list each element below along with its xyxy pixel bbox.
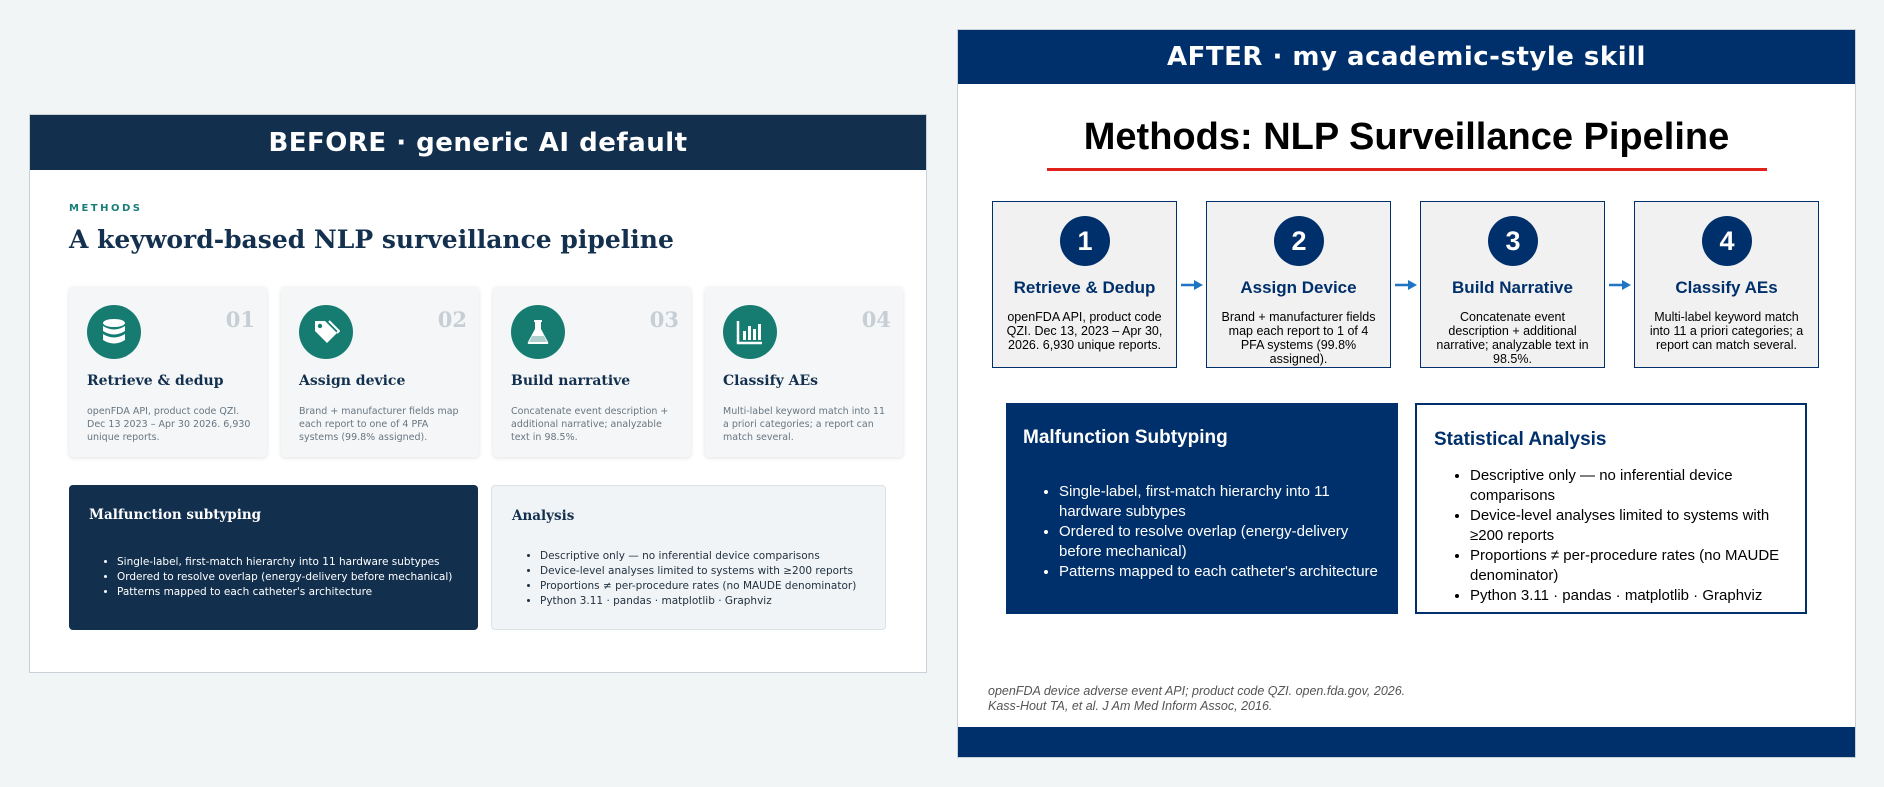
before-title: A keyword-based NLP surveillance pipeline	[69, 225, 674, 254]
step-number: 3	[1488, 216, 1538, 266]
before-panel	[29, 114, 927, 673]
list-item: • Patterns mapped to each catheter's architecture	[117, 585, 468, 600]
before-header: BEFORE · generic AI default	[30, 115, 926, 170]
bullet-list	[117, 555, 468, 600]
list-item: • Device-level analyses limited to systems with ≥200 reports	[540, 564, 875, 579]
list-item: • Patterns mapped to each catheter's architecture	[1059, 562, 1386, 582]
list-item: • Python 3.11 · pandas · matplotlib · Graphviz	[1470, 586, 1793, 606]
bullet-list	[1059, 482, 1386, 582]
list-item: • Descriptive only — no inferential device comparisons	[540, 549, 875, 564]
before-card-retrieve	[69, 287, 267, 457]
after-analysis-box	[1415, 403, 1807, 614]
card-title: Assign device	[299, 373, 406, 389]
before-card-narrative	[493, 287, 691, 457]
reference-line: openFDA device adverse event API; product code QZI. open.fda.gov, 2026.	[988, 684, 1406, 698]
after-title: Methods: NLP Surveillance Pipeline	[1083, 116, 1730, 158]
flask-icon	[511, 305, 565, 359]
card-text: Multi-label keyword match into 11 a priori categories; a report can match several.	[723, 406, 886, 443]
title-rule	[1047, 168, 1767, 171]
step-title: Retrieve & Dedup	[1013, 278, 1156, 297]
list-item: • Ordered to resolve overlap (energy-delivery before mechanical)	[1059, 522, 1386, 562]
card-title: Build narrative	[511, 373, 631, 389]
arrow-right-icon	[1181, 280, 1203, 290]
card-text: openFDA API, product code QZI. Dec 13 2023 – Apr 30 2026. 6,930 unique reports.	[87, 406, 251, 443]
before-analysis-box	[491, 485, 886, 630]
after-panel	[957, 29, 1856, 758]
arrow-right-icon	[1395, 280, 1417, 290]
card-number: 04	[861, 307, 891, 332]
step-number: 2	[1274, 216, 1324, 266]
list-item: • Descriptive only — no inferential device comparisons	[1470, 466, 1793, 506]
arrow-right-icon	[1609, 280, 1631, 290]
after-header: AFTER · my academic-style skill	[958, 30, 1855, 84]
card-text: Brand + manufacturer fields map each report to one of 4 PFA systems (99.8% assigned).	[299, 406, 459, 443]
box-title: Analysis	[512, 508, 575, 524]
before-malfunction-box	[69, 485, 478, 630]
before-card-assign	[281, 287, 479, 457]
step-classify	[1634, 201, 1819, 368]
box-title: Statistical Analysis	[1434, 429, 1607, 450]
after-malfunction-box	[1006, 403, 1398, 614]
list-item: • Python 3.11 · pandas · matplotlib · Graphviz	[540, 594, 875, 609]
card-number: 03	[649, 307, 679, 332]
card-title: Classify AEs	[723, 373, 819, 389]
bullet-list	[540, 549, 875, 609]
list-item: • Proportions ≠ per-procedure rates (no MAUDE denominator)	[540, 579, 875, 594]
list-item: • Proportions ≠ per-procedure rates (no MAUDE denominator)	[1470, 546, 1793, 586]
before-cards	[69, 287, 903, 457]
step-text: Concatenate event description + additional narrative; analyzable text in 98.5%.	[1436, 310, 1589, 366]
box-title: Malfunction subtyping	[89, 507, 262, 523]
card-number: 02	[437, 307, 467, 332]
step-title: Classify AEs	[1675, 278, 1778, 297]
reference-line: Kass-Hout TA, et al. J Am Med Inform Assoc, 2016.	[988, 699, 1273, 713]
step-number: 1	[1060, 216, 1110, 266]
card-text: Concatenate event description + additional narrative; analyzable text in 98.5%.	[511, 406, 669, 443]
step-text: Multi-label keyword match into 11 a priori categories; a report can match several.	[1649, 310, 1804, 352]
list-item: • Device-level analyses limited to systems with ≥200 reports	[1470, 506, 1793, 546]
box-title: Malfunction Subtyping	[1023, 427, 1228, 448]
step-title: Build Narrative	[1452, 278, 1573, 297]
step-text: openFDA API, product code QZI. Dec 13, 2023 – Apr 30, 2026. 6,930 unique reports.	[1006, 310, 1163, 352]
list-item: • Ordered to resolve overlap (energy-delivery before mechanical)	[117, 570, 468, 585]
references	[988, 684, 1405, 714]
database-icon	[87, 305, 141, 359]
step-narrative	[1420, 201, 1605, 368]
step-number: 4	[1702, 216, 1752, 266]
step-title: Assign Device	[1240, 278, 1357, 297]
tag-icon	[299, 305, 353, 359]
step-assign	[1206, 201, 1391, 368]
list-item: • Single-label, first-match hierarchy into 11 hardware subtypes	[117, 555, 468, 570]
after-footer-bar	[958, 727, 1855, 757]
bar-chart-icon	[723, 305, 777, 359]
bullet-list	[1470, 466, 1793, 606]
before-card-classify	[705, 287, 903, 457]
list-item: • Single-label, first-match hierarchy into 11 hardware subtypes	[1059, 482, 1386, 522]
card-number: 01	[225, 307, 255, 332]
step-text: Brand + manufacturer fields map each report to 1 of 4 PFA systems (99.8% assigned).	[1221, 310, 1376, 366]
step-retrieve	[992, 201, 1177, 368]
before-kicker: METHODS	[69, 203, 143, 214]
card-title: Retrieve & dedup	[87, 373, 224, 389]
